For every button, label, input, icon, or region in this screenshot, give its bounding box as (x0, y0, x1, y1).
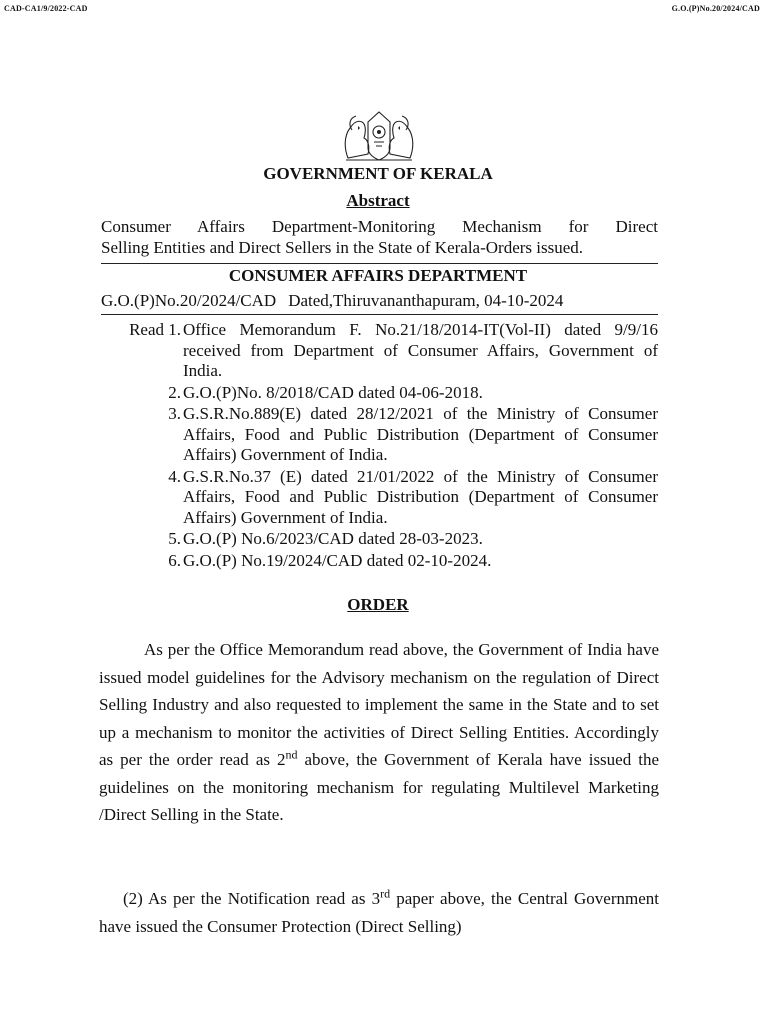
abstract-heading: Abstract (346, 191, 410, 210)
reference-item: 4. G.S.R.No.37 (E) dated 21/01/2022 of the Ministry of Consumer Affairs, Food and Public Distribution (Department of Consumer Affairs) Government of India. (168, 466, 658, 527)
reference-item: Read 1. Office Memorandum F. No.21/18/2014-IT(Vol-II) dated 9/9/16 received from Department of Consumer Affairs, Government of India. (129, 320, 658, 380)
reference-item: 2. G.O.(P)No. 8/2018/CAD dated 04-06-2018. (168, 382, 483, 402)
subject (101, 216, 658, 258)
order-heading: ORDER (347, 595, 409, 614)
file-reference: CAD-CA1/9/2022-CAD (4, 4, 88, 13)
go-date: Dated,Thiruvananthapuram, 04-10-2024 (288, 291, 564, 310)
order-paragraph-2: (2) As per the Notification read as 3rd paper above, the Central Government have issued the Consumer Protection (Direct Selling) (99, 886, 659, 936)
go-number-row (101, 291, 658, 311)
divider (101, 263, 658, 264)
divider (101, 314, 658, 315)
subject-line-2: Selling Entities and Direct Sellers in the State of Kerala-Orders issued. (101, 238, 584, 257)
reference-item: 5. G.O.(P) No.6/2023/CAD dated 28-03-2023. (168, 529, 483, 548)
kerala-emblem-icon (338, 108, 420, 162)
page-title: GOVERNMENT OF KERALA (263, 164, 493, 183)
subject-line-1: Consumer Affairs Department-Monitoring Mechanism for Direct (101, 217, 658, 236)
order-paragraph-1: As per the Office Memorandum read above, the Government of India have issued model guidelines for the Advisory mechanism on the regulation of Direct Selling Industry and also requested to implement the same in the State and to set up a mechanism to monitor the activities of Direct Selling Entities. Accordingly as per the order read as 2nd above, the Government of Kerala have issued the guidelines on the monitoring mechanism for regulating Multilevel Marketing /Direct Selling in the State. (99, 640, 660, 824)
go-reference: G.O.(P)No.20/2024/CAD (671, 4, 760, 13)
reference-item: 3. G.S.R.No.889(E) dated 28/12/2021 of the Ministry of Consumer Affairs, Food and Public Distribution (Department of Consumer Affairs) Government of India. (168, 404, 658, 464)
reference-item: 6. G.O.(P) No.19/2024/CAD dated 02-10-2024. (168, 550, 492, 570)
go-number: G.O.(P)No.20/2024/CAD (101, 291, 277, 310)
department-heading: CONSUMER AFFAIRS DEPARTMENT (228, 266, 528, 285)
references-list (101, 320, 658, 572)
